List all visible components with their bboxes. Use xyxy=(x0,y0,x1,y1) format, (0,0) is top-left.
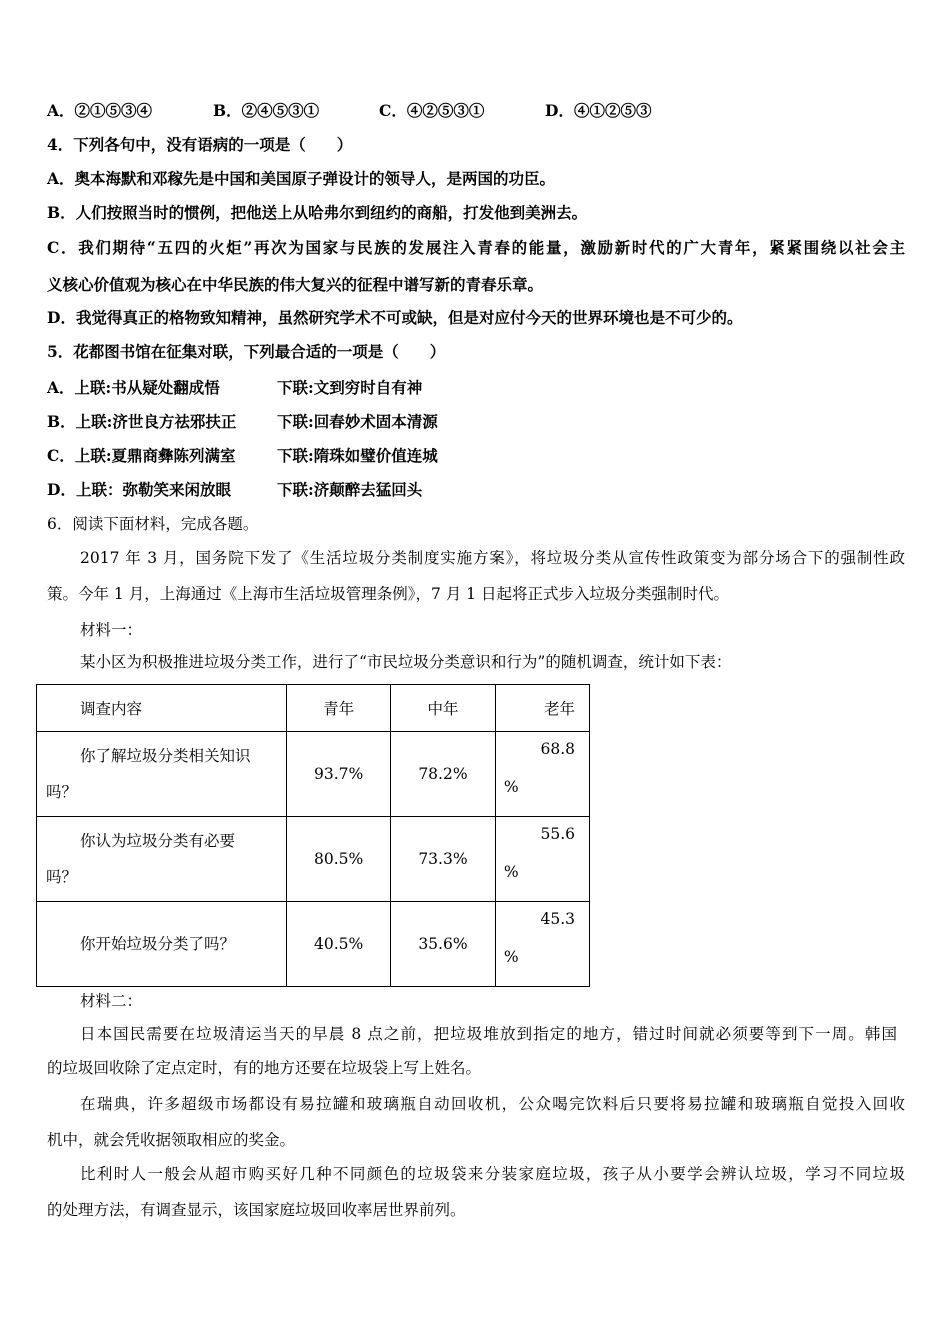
q5-option-c-lower: 下联:隋珠如璧价值连城 xyxy=(277,446,438,465)
material2-p2-line2: 机中，就会凭收据领取相应的奖金。 xyxy=(47,1131,296,1149)
question-text: 你认为垃圾分类有必要 xyxy=(80,832,236,850)
table-header-row xyxy=(37,685,590,732)
question-text: 你了解垃圾分类相关知识 xyxy=(80,747,251,765)
q5-option-b-upper: B．上联:济世良方祛邪扶正 xyxy=(47,412,237,431)
q5-option-d-lower: 下联:济颠醉去猛回头 xyxy=(277,480,423,499)
table-row xyxy=(37,902,590,987)
middle-value: 35.6% xyxy=(391,902,496,987)
q5-option-b[interactable] xyxy=(47,412,907,432)
question-cell xyxy=(37,817,287,902)
q5-option-b-lower: 下联:回春妙术固本清源 xyxy=(277,412,438,431)
survey-table xyxy=(36,684,590,987)
q5-stem: 5．花都图书馆在征集对联，下列最合适的一项是（ ） xyxy=(47,342,446,361)
old-value-cell xyxy=(495,732,589,817)
question-cell xyxy=(37,902,287,987)
q6-stem: 6．阅读下面材料，完成各题。 xyxy=(47,515,259,533)
q3-option-c[interactable]: C．④②⑤③① xyxy=(379,101,485,120)
middle-value: 73.3% xyxy=(391,817,496,902)
question-cell xyxy=(37,732,287,817)
material2-p3-line2: 的处理方法，有调查显示，该国家庭垃圾回收率居世界前列。 xyxy=(47,1201,466,1219)
material2-p2-line1: 在瑞典，许多超级市场都设有易拉罐和玻璃瓶自动回收机，公众喝完饮料后只要将易拉罐和玻璃瓶自觉投入回收 xyxy=(80,1095,905,1113)
q4-option-d[interactable]: D．我觉得真正的格物致知精神，虽然研究学术不可或缺，但是对应付今天的世界环境也是不可少的。 xyxy=(47,308,743,327)
material1-text: 某小区为积极推进垃圾分类工作，进行了“市民垃圾分类意识和行为”的随机调查，统计如下表： xyxy=(80,653,732,671)
q4-stem: 4．下列各句中，没有语病的一项是（ ） xyxy=(47,135,353,154)
old-value-percent: % xyxy=(503,778,519,796)
header-middle: 中年 xyxy=(391,685,496,732)
q3-options xyxy=(47,101,907,121)
material2-p3-line1: 比利时人一般会从超市购买好几种不同颜色的垃圾袋来分装家庭垃圾，孩子从小要学会辨认垃圾，学习不同垃圾 xyxy=(80,1165,905,1183)
q6-intro-line2: 策。今年 1 月，上海通过《上海市生活垃圾管理条例》，7 月 1 日起将正式步入垃圾分类强制时代。 xyxy=(47,585,729,603)
question-text-wrap: 吗？ xyxy=(46,868,78,886)
material1-label: 材料一： xyxy=(80,621,143,639)
q4-option-c-line1[interactable]: C．我们期待“五四的火炬”再次为国家与民族的发展注入青春的能量，激励新时代的广大青年，紧紧围绕以社会主 xyxy=(47,238,905,257)
material2-p1-line1: 日本国民需要在垃圾清运当天的早晨 8 点之前，把垃圾堆放到指定的地方，错过时间就必须要等到下一周。韩国 xyxy=(80,1025,897,1043)
old-value: 45.3 xyxy=(540,910,575,928)
youth-value: 80.5% xyxy=(287,817,391,902)
header-old: 老年 xyxy=(495,685,589,732)
q5-option-a-lower: 下联:文到穷时自有神 xyxy=(277,378,423,397)
old-value-cell xyxy=(495,817,589,902)
old-value-percent: % xyxy=(503,948,519,966)
header-content: 调查内容 xyxy=(37,685,287,732)
youth-value: 40.5% xyxy=(287,902,391,987)
youth-value: 93.7% xyxy=(287,732,391,817)
old-value: 55.6 xyxy=(540,825,575,843)
question-text-wrap: 吗？ xyxy=(46,783,78,801)
table-row xyxy=(37,732,590,817)
old-value-percent: % xyxy=(503,863,519,881)
q5-option-d[interactable] xyxy=(47,480,907,500)
q4-option-a[interactable]: A．奥本海默和邓稼先是中国和美国原子弹设计的领导人，是两国的功臣。 xyxy=(47,169,556,188)
q3-option-d[interactable]: D．④①②⑤③ xyxy=(545,101,652,120)
q5-option-c-upper: C．上联:夏鼎商彝陈列满室 xyxy=(47,446,236,465)
q6-intro-line1: 2017 年 3 月，国务院下发了《生活垃圾分类制度实施方案》，将垃圾分类从宣传性政策变为部分场合下的强制性政 xyxy=(80,549,905,567)
header-youth: 青年 xyxy=(287,685,391,732)
q5-option-a[interactable] xyxy=(47,378,907,398)
q3-option-a[interactable]: A．②①⑤③④ xyxy=(47,101,153,120)
table-row xyxy=(37,817,590,902)
q5-option-d-upper: D．上联：弥勒笑来闲放眼 xyxy=(47,480,231,499)
middle-value: 78.2% xyxy=(391,732,496,817)
old-value-cell xyxy=(495,902,589,987)
q3-option-b[interactable]: B．②④⑤③① xyxy=(213,101,320,120)
material2-p1-line2: 的垃圾回收除了定点定时，有的地方还要在垃圾袋上写上姓名。 xyxy=(47,1059,482,1077)
question-text: 你开始垃圾分类了吗？ xyxy=(80,935,236,953)
q4-option-b[interactable]: B．人们按照当时的惯例，把他送上从哈弗尔到纽约的商船，打发他到美洲去。 xyxy=(47,203,588,222)
q4-option-c-line2[interactable]: 义核心价值观为核心在中华民族的伟大复兴的征程中谱写新的青春乐章。 xyxy=(47,275,544,294)
material2-label: 材料二： xyxy=(80,992,143,1010)
old-value: 68.8 xyxy=(540,740,575,758)
q5-option-a-upper: A．上联:书从疑处翻成悟 xyxy=(47,378,220,397)
q5-option-c[interactable] xyxy=(47,446,907,466)
